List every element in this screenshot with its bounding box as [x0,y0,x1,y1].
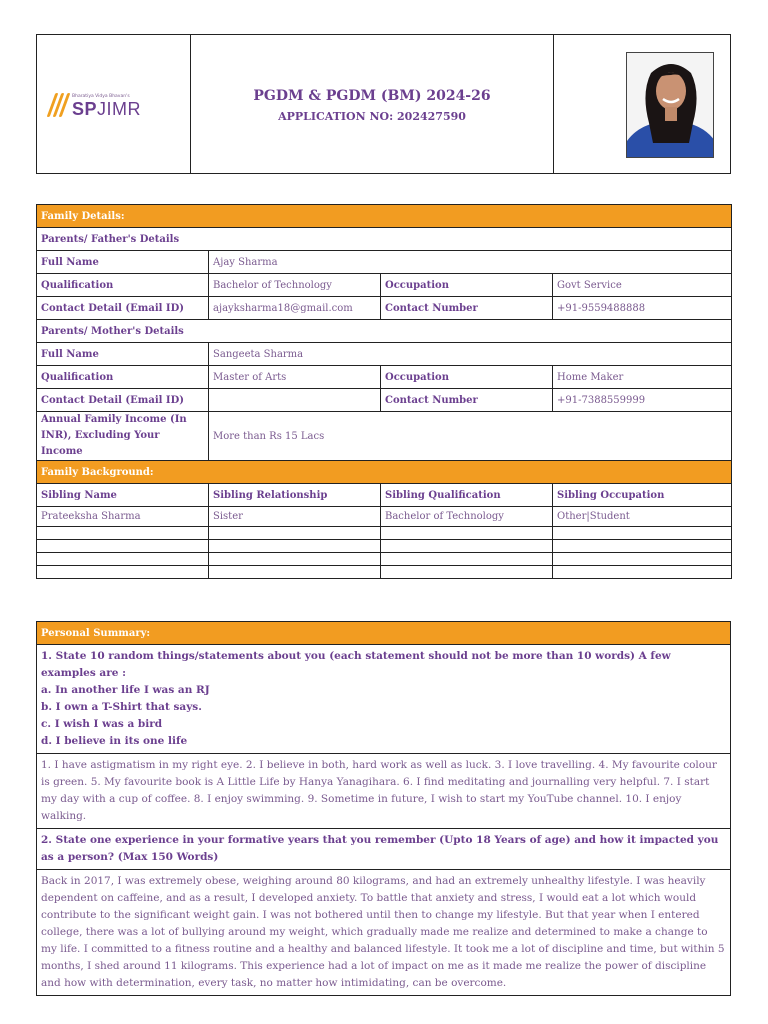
father-email-label: Contact Detail (Email ID) [37,297,209,320]
sibling-cell [209,540,381,553]
mother-qualification-label: Qualification [37,366,209,389]
title-cell [191,35,554,173]
question-1 [37,645,731,754]
sibling-cell [553,540,732,553]
sibling-cell [209,553,381,566]
family-details-heading: Family Details: [37,205,732,228]
family-details-table [36,204,732,579]
father-phone-label: Contact Number [381,297,553,320]
logo-tagline: Bharatiya Vidya Bhavan's [72,94,130,99]
sibling-cell [37,527,209,540]
sibling-cell [553,527,732,540]
sibling-cell [553,553,732,566]
logo-stripes-icon [47,93,69,119]
sibling-cell [37,540,209,553]
father-occupation-label: Occupation [381,274,553,297]
sibling-cell [381,527,553,540]
answer-2: Back in 2017, I was extremely obese, weighing around 80 kilograms, and had an extremely unhealthy lifestyle. I was heavily dependent on caffeine, and as a result, I developed anxiety. To battle that anxiety and stress, I would eat a lot which would contribute to the significant weight gain. I was not bothered until then to change my lifestyle. But that year when I entered college, there was a lot of bullying around my weight, which gradually made me realize and determined to make a change to my life. I committed to a fitness routine and a healthy and balanced lifestyle. It took me a lot of discipline and time, but within 5 months, I shed around 11 kilograms. This experience had a lot of impact on me as it made me realize the power of discipline and how with determination, every task, no matter how intimidating, can be overcome. [37,870,731,996]
sibling-cell: Sister [209,507,381,527]
sibling-cell [381,540,553,553]
sibling-cell: Prateeksha Sharma [37,507,209,527]
father-details-heading: Parents/ Father's Details [37,228,732,251]
table-row [37,566,732,579]
table-row [37,507,732,527]
sibling-cell [381,553,553,566]
father-name-value: Ajay Sharma [209,251,732,274]
family-background-heading: Family Background: [37,461,732,484]
example-item: a. In another life I was an RJ [41,684,210,696]
program-title: PGDM & PGDM (BM) 2024-26 [253,88,491,104]
father-qualification-value: Bachelor of Technology [209,274,381,297]
sibling-cell [209,527,381,540]
applicant-photo [626,52,714,158]
spjimr-logo [47,93,141,119]
personal-summary-table [36,621,731,996]
father-email-value: ajayksharma18@gmail.com [209,297,381,320]
sibling-cell: Bachelor of Technology [381,507,553,527]
mother-qualification-value: Master of Arts [209,366,381,389]
mother-occupation-label: Occupation [381,366,553,389]
sibling-cell [381,566,553,579]
example-item: d. I believe in its one life [41,735,188,747]
table-row [37,540,732,553]
mother-phone-label: Contact Number [381,389,553,412]
mother-name-label: Full Name [37,343,209,366]
sibling-cell [553,566,732,579]
example-item: c. I wish I was a bird [41,718,163,730]
father-occupation-value: Govt Service [553,274,732,297]
column-header: Sibling Relationship [209,484,381,507]
answer-1: 1. I have astigmatism in my right eye. 2. I believe in both, hard work as well as luck. 3. I love travelling. 4. My favourite colour is green. 5. My favourite book is A Little Life by Hanya Yanagihara. 6. I find meditating and journalling very helpful. 7. I start my day with a cup of coffee. 8. I enjoy swimming. 9. Sometime in future, I wish to start my YouTube channel. 10. I enjoy walking. [37,754,731,829]
mother-name-value: Sangeeta Sharma [209,343,732,366]
father-qualification-label: Qualification [37,274,209,297]
personal-summary-heading: Personal Summary: [37,622,731,645]
father-phone-value: +91-9559488888 [553,297,732,320]
question-2: 2. State one experience in your formative years that you remember (Upto 18 Years of age) and how it impacted you as a person? (Max 150 Words) [37,829,731,870]
mother-email-label: Contact Detail (Email ID) [37,389,209,412]
application-number: APPLICATION NO: 202427590 [278,110,466,123]
sibling-cell [37,553,209,566]
mother-phone-value: +91-7388559999 [553,389,732,412]
question-1-text: 1. State 10 random things/statements about you (each statement should not be more than 10 words) A few examples are : [41,650,671,679]
logo-wordmark: SPJIMR [72,99,142,119]
sibling-cell [37,566,209,579]
father-name-label: Full Name [37,251,209,274]
column-header: Sibling Occupation [553,484,732,507]
table-row [37,527,732,540]
mother-occupation-value: Home Maker [553,366,732,389]
sibling-cell [209,566,381,579]
income-label: Annual Family Income (In INR), Excluding Your Income [37,412,209,461]
mother-details-heading: Parents/ Mother's Details [37,320,732,343]
logo-cell [37,35,191,173]
income-value: More than Rs 15 Lacs [209,412,732,461]
column-header: Sibling Name [37,484,209,507]
sibling-cell: Other|Student [553,507,732,527]
application-header [36,34,731,174]
example-item: b. I own a T-Shirt that says. [41,701,202,713]
mother-email-value [209,389,381,412]
column-header: Sibling Qualification [381,484,553,507]
photo-cell [554,35,730,173]
table-row [37,553,732,566]
